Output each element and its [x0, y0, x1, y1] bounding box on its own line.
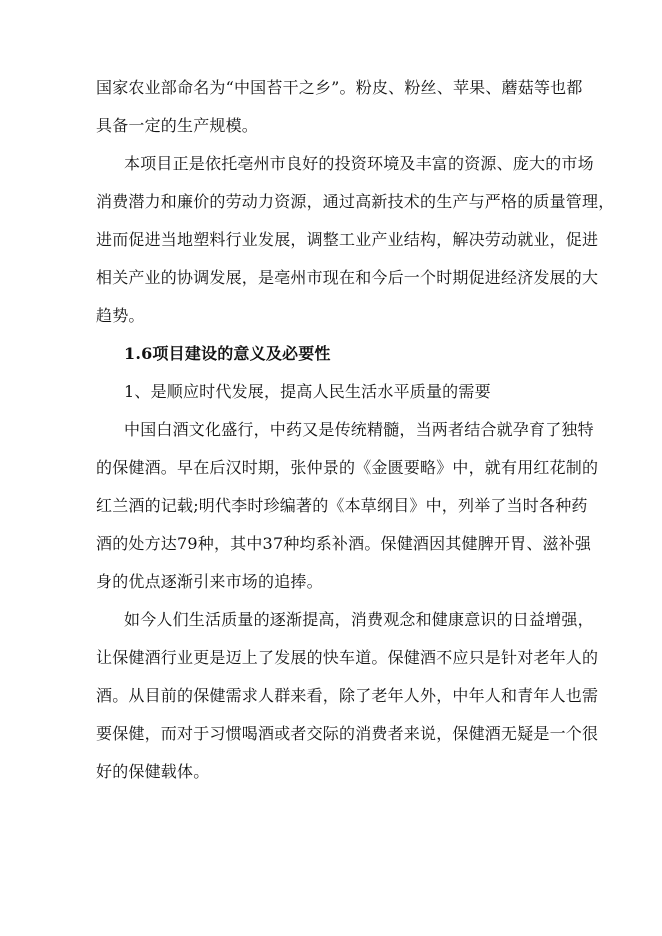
- paragraph-1-line-1: 国家农业部命名为“中国苔干之乡”。粉皮、粉丝、苹果、蘑菇等也都: [96, 78, 583, 97]
- body-paragraph-2-line-1: 如今人们生活质量的逐渐提高，消费观念和健康意识的日益增强，: [124, 610, 594, 629]
- body-paragraph-2-line-4: 要保健，而对于习惯喝酒或者交际的消费者来说，保健酒无疑是一个很: [96, 724, 599, 743]
- body-paragraph-2-line-2: 让保健酒行业更是迈上了发展的快车道。保健酒不应只是针对老年人的: [96, 648, 599, 667]
- body-paragraph-1-line-4: 酒的处方达79种，其中37种均系补酒。保健酒因其健脾开胃、滋补强: [96, 534, 592, 553]
- paragraph-2-line-4: 相关产业的协调发展，是亳州市现在和今后一个时期促进经济发展的大: [96, 268, 599, 287]
- paragraph-2-line-2: 消费潜力和廉价的劳动力资源，通过高新技术的生产与严格的质量管理，: [96, 192, 615, 211]
- paragraph-2-line-3: 进而促进当地塑料行业发展，调整工业产业结构，解决劳动就业，促进: [96, 230, 599, 249]
- body-paragraph-2-line-3: 酒。从目前的保健需求人群来看，除了老年人外，中年人和青年人也需: [96, 686, 599, 705]
- body-paragraph-1-line-3: 红兰酒的记载;明代李时珍编著的《本草纲目》中，列举了当时各种药: [96, 496, 588, 515]
- paragraph-2-line-5: 趋势。: [96, 306, 145, 325]
- body-paragraph-1-line-5: 身的优点逐渐引来市场的追捧。: [96, 572, 323, 591]
- section-heading: 1.6项目建设的意义及必要性: [124, 344, 331, 363]
- subheading: 1、是顺应时代发展，提高人民生活水平质量的需要: [124, 382, 491, 401]
- paragraph-1-line-2: 具备一定的生产规模。: [96, 116, 259, 135]
- body-paragraph-2-line-5: 好的保健载体。: [96, 762, 210, 781]
- paragraph-2-line-1: 本项目正是依托亳州市良好的投资环境及丰富的资源、庞大的市场: [124, 154, 594, 173]
- body-paragraph-1-line-2: 的保健酒。早在后汉时期，张仲景的《金匮要略》中，就有用红花制的: [96, 458, 599, 477]
- body-paragraph-1-line-1: 中国白酒文化盛行，中药又是传统精髓，当两者结合就孕育了独特: [124, 420, 594, 439]
